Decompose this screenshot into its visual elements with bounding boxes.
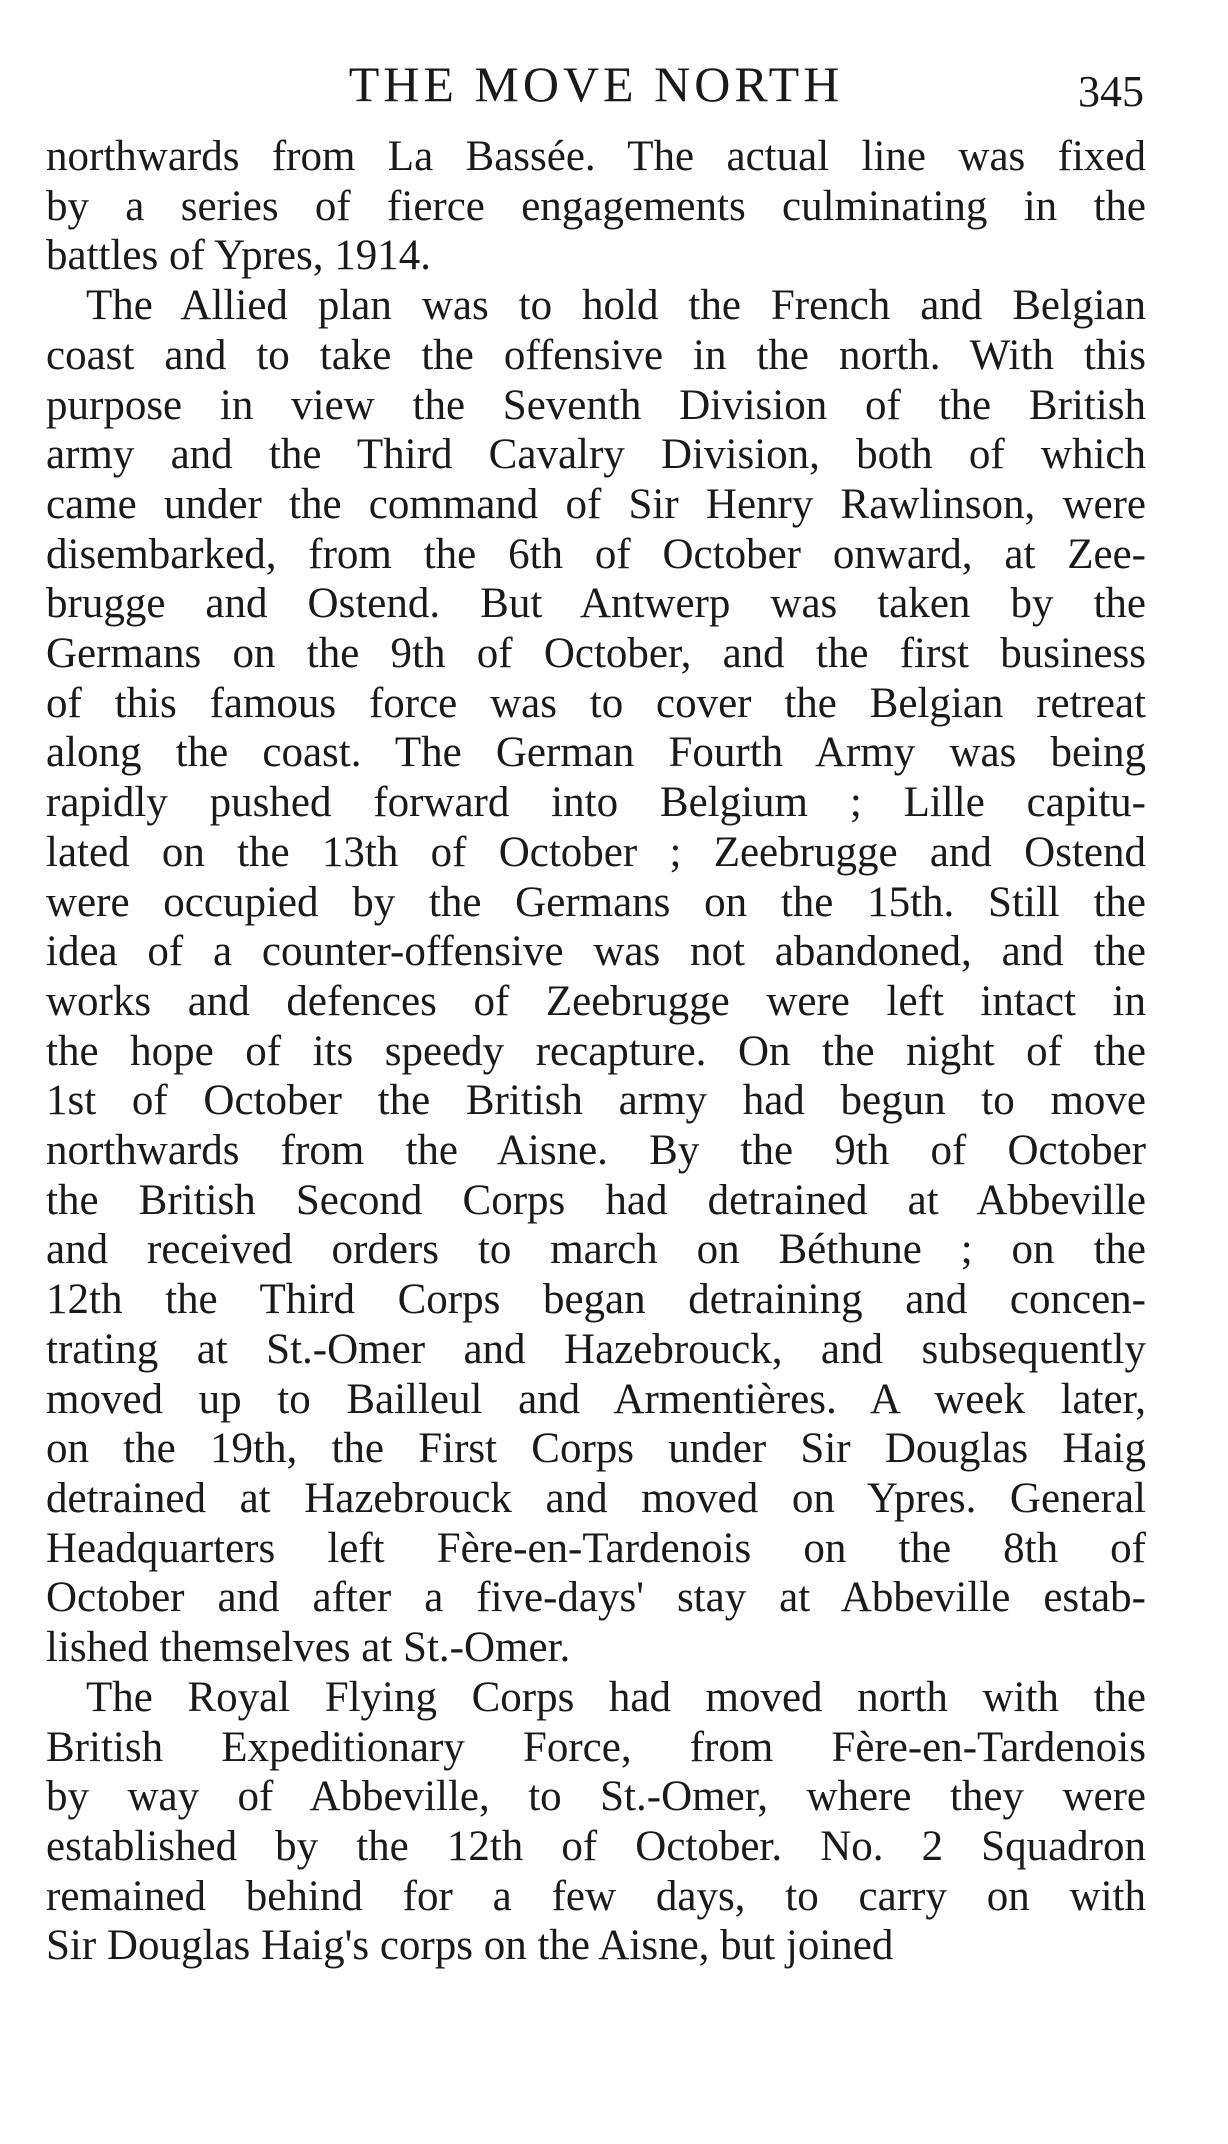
- text-line: army and the Third Cavalry Division, both of which: [46, 431, 1146, 479]
- text-line: 12th the Third Corps began detraining and concen-: [46, 1276, 1146, 1324]
- book-page: [46, 54, 1146, 1971]
- text-line: lished themselves at St.-Omer.: [46, 1624, 571, 1672]
- text-line: established by the 12th of October. No. 2 Squadron: [46, 1822, 1146, 1870]
- text-line: battles of Ypres, 1914.: [46, 232, 431, 280]
- text-line: of this famous force was to cover the Belgian retreat: [46, 679, 1146, 727]
- text-line: The Allied plan was to hold the French and Belgian: [86, 282, 1146, 330]
- text-line: works and defences of Zeebrugge were left intact in: [46, 977, 1146, 1025]
- running-title: THE MOVE NORTH: [348, 56, 844, 112]
- text-line: moved up to Bailleul and Armentières. A week later,: [46, 1375, 1146, 1423]
- paragraph-1: [46, 132, 1146, 281]
- running-head: [46, 54, 1146, 126]
- text-line: by way of Abbeville, to St.-Omer, where they were: [46, 1773, 1146, 1821]
- page-number: 345: [1078, 67, 1144, 116]
- text-line: detrained at Hazebrouck and moved on Ypres. General: [46, 1474, 1146, 1522]
- text-line: the hope of its speedy recapture. On the night of the: [46, 1027, 1146, 1075]
- text-line: trating at St.-Omer and Hazebrouck, and subsequently: [46, 1325, 1146, 1373]
- paragraph-3: [46, 1673, 1146, 1971]
- text-line: disembarked, from the 6th of October onward, at Zee-: [46, 530, 1146, 578]
- text-line: rapidly pushed forward into Belgium ; Lille capitu-: [46, 779, 1146, 827]
- text-line: lated on the 13th of October ; Zeebrugge and Ostend: [46, 828, 1146, 876]
- paragraph-2: [46, 281, 1146, 1673]
- text-line: on the 19th, the First Corps under Sir Douglas Haig: [46, 1425, 1146, 1473]
- text-line: Headquarters left Fère-en-Tardenois on the 8th of: [46, 1524, 1146, 1572]
- text-line: northwards from the Aisne. By the 9th of October: [46, 1127, 1146, 1175]
- text-line: British Expeditionary Force, from Fère-en-Tardenois: [46, 1723, 1146, 1771]
- text-line: along the coast. The German Fourth Army was being: [46, 729, 1146, 777]
- text-line: remained behind for a few days, to carry on with: [46, 1872, 1146, 1920]
- text-line: brugge and Ostend. But Antwerp was taken by the: [46, 580, 1146, 628]
- text-line: The Royal Flying Corps had moved north with the: [86, 1673, 1146, 1721]
- text-line: the British Second Corps had detrained at Abbeville: [46, 1176, 1146, 1224]
- text-line: purpose in view the Seventh Division of the British: [46, 381, 1146, 429]
- text-line: and received orders to march on Béthune ; on the: [46, 1226, 1146, 1274]
- text-line: Germans on the 9th of October, and the first business: [46, 630, 1146, 678]
- text-line: came under the command of Sir Henry Rawlinson, were: [46, 480, 1146, 528]
- text-line: Sir Douglas Haig's corps on the Aisne, but joined: [46, 1922, 894, 1970]
- text-line: by a series of fierce engagements culminating in the: [46, 182, 1146, 230]
- text-line: idea of a counter-offensive was not abandoned, and the: [46, 928, 1146, 976]
- text-line: were occupied by the Germans on the 15th. Still the: [46, 878, 1146, 926]
- text-line: coast and to take the offensive in the north. With this: [46, 331, 1146, 379]
- text-line: northwards from La Bassée. The actual line was fixed: [46, 133, 1146, 180]
- text-line: October and after a five-days' stay at Abbeville estab-: [46, 1574, 1146, 1622]
- body-text: [46, 132, 1146, 1971]
- text-line: 1st of October the British army had begun to move: [46, 1077, 1146, 1125]
